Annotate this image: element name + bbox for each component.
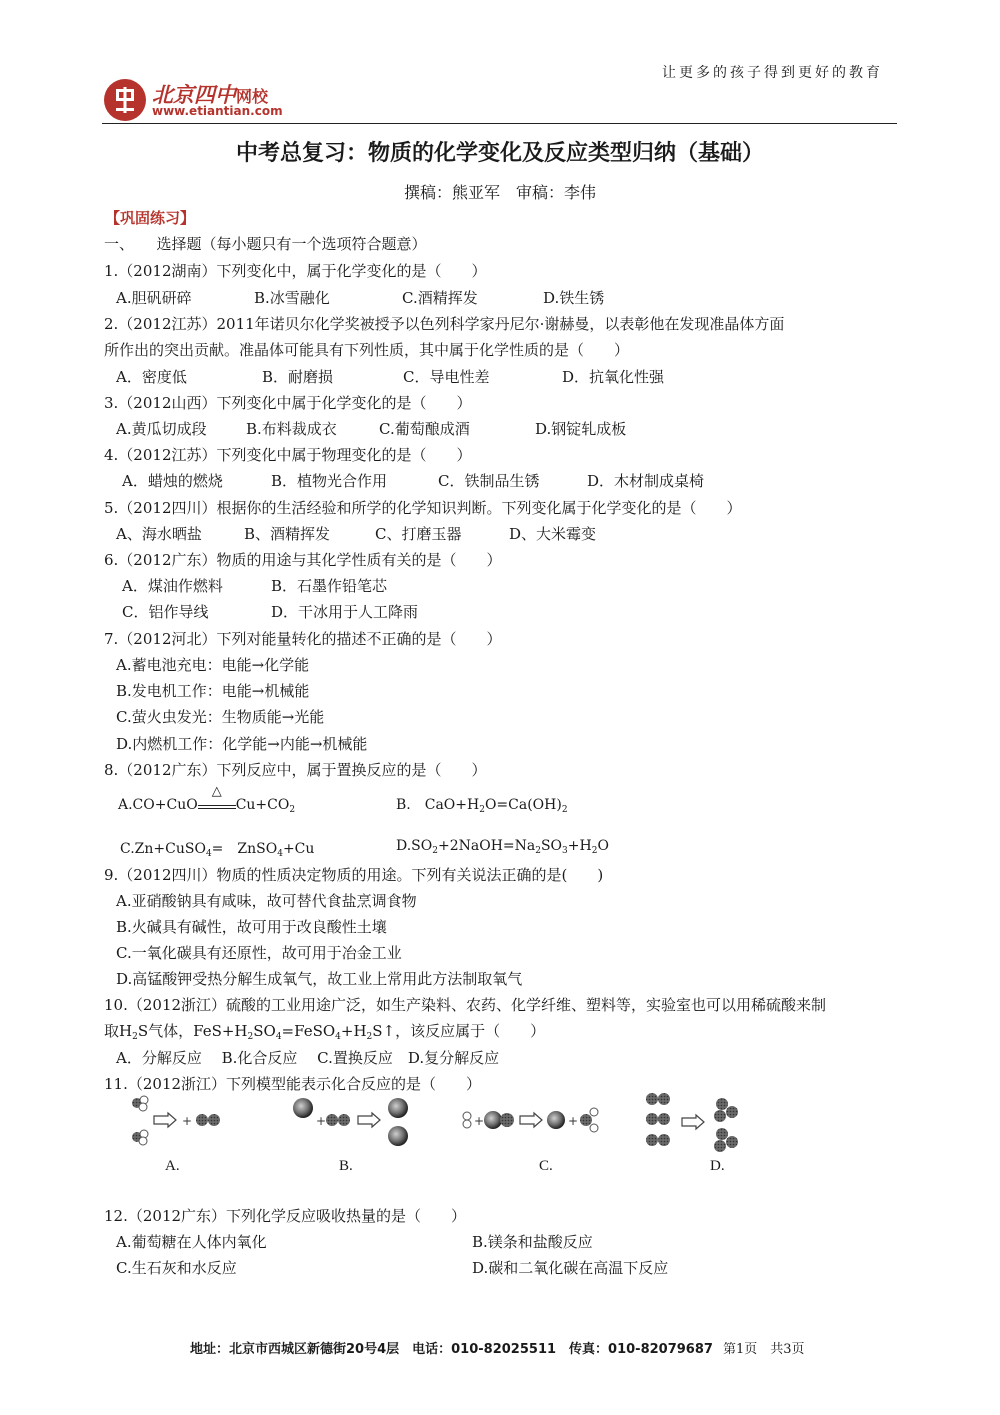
- q9-option-a: A.亚硝酸钠具有咸味，故可替代食盐烹调食物: [116, 892, 417, 910]
- model-label-d: D.: [710, 1158, 725, 1174]
- q2-option-a: A．密度低: [116, 368, 187, 386]
- section-heading: 【巩固练习】: [105, 209, 196, 227]
- q6-option-a: A．煤油作燃料: [122, 577, 223, 595]
- q2-option-b: B．耐磨损: [262, 368, 334, 386]
- q12-option-b: B.镁条和盐酸反应: [472, 1233, 593, 1251]
- q3-option-a: A.黄瓜切成段: [116, 420, 207, 438]
- question-1-stem: 1.（2012湖南）下列变化中，属于化学变化的是（ ）: [104, 262, 487, 280]
- page-number: 第1页 共3页: [722, 1342, 805, 1357]
- model-c: [463, 1108, 598, 1132]
- header-divider: [102, 123, 897, 124]
- heating-condition: △: [198, 794, 236, 809]
- logo-emblem-icon: [104, 79, 146, 121]
- q8-option-d: $D.SO_2+2NaOH=Na_2SO_3+H_2O$: [396, 838, 609, 856]
- q3-option-d: D.钢锭轧成板: [535, 420, 627, 438]
- svg-text:+: +: [316, 1114, 327, 1128]
- model-b: [293, 1098, 408, 1146]
- svg-text:+: +: [474, 1114, 485, 1128]
- question-11-stem: 11.（2012浙江）下列模型能表示化合反应的是（ ）: [104, 1075, 482, 1093]
- authors: 撰稿：熊亚军 审稿：李伟: [403, 183, 596, 202]
- q12-option-c: C.生石灰和水反应: [116, 1259, 237, 1277]
- logo-url: www.etiantian.com: [152, 104, 283, 118]
- q4-option-a: A．蜡烛的燃烧: [122, 472, 223, 490]
- model-a: [132, 1096, 220, 1145]
- q5-option-d: D、大米霉变: [509, 525, 597, 543]
- logo-text: 北京四中网校: [152, 82, 269, 107]
- q4-option-c: C．铁制品生锈: [438, 472, 540, 490]
- q2-option-c: C．导电性差: [403, 368, 490, 386]
- model-d: [646, 1093, 738, 1152]
- school-logo: [104, 79, 146, 121]
- footer-address: 地址：北京市西城区新德街20号4层 电话：010-82025511 传真：010-82079687: [190, 1342, 713, 1357]
- q3-option-b: B.布料裁成衣: [246, 420, 337, 438]
- q7-option-c: C.萤火虫发光：生物质能→光能: [116, 708, 325, 726]
- question-5-stem: 5.（2012四川）根据你的生活经验和所学的化学知识判断。下列变化属于化学变化的是（ ）: [104, 499, 742, 517]
- q4-option-b: B．植物光合作用: [271, 472, 388, 490]
- question-8-stem: 8.（2012广东）下列反应中，属于置换反应的是（ ）: [104, 761, 487, 779]
- q5-option-b: B、酒精挥发: [244, 525, 331, 543]
- q1-option-d: D.铁生锈: [543, 289, 605, 307]
- question-10-stem-cont: 取$H_2S$气体，$FeS+H_2SO_4=FeSO_4+H_2S↑$，该反应属于（ ）: [104, 1022, 546, 1042]
- part-heading: 一、 选择题（每小题只有一个选项符合题意）: [104, 235, 427, 253]
- page-title: 中考总复习：物质的化学变化及反应类型归纳（基础）: [235, 141, 764, 166]
- model-label-b: B.: [339, 1158, 353, 1174]
- model-label-c: C.: [539, 1158, 553, 1174]
- question-12-stem: 12.（2012广东）下列化学反应吸收热量的是（ ）: [104, 1207, 467, 1225]
- q7-option-b: B.发电机工作：电能→机械能: [116, 682, 310, 700]
- question-2-stem: 2.（2012江苏）2011年诺贝尔化学奖被授予以色列科学家丹尼尔·谢赫曼，以表彰他在发现准晶体方面: [104, 315, 785, 333]
- q12-option-d: D.碳和二氧化碳在高温下反应: [472, 1259, 669, 1277]
- q3-option-c: C.葡萄酿成酒: [379, 420, 470, 438]
- q6-option-c: C．铝作导线: [122, 603, 209, 621]
- q7-option-d: D.内燃机工作：化学能→内能→机械能: [116, 735, 368, 753]
- question-7-stem: 7.（2012河北）下列对能量转化的描述不正确的是（ ）: [104, 630, 502, 648]
- q8-option-c: C.Zn+CuSO$_4$= ZnSO$_4$+Cu: [120, 841, 315, 859]
- question-10-stem: 10.（2012浙江）硫酸的工业用途广泛，如生产染料、农药、化学纤维、塑料等，实验室也可以用稀硫酸来制: [104, 996, 827, 1014]
- q9-option-c: C.一氧化碳具有还原性，故可用于冶金工业: [116, 944, 402, 962]
- q6-option-b: B．石墨作铅笔芯: [271, 577, 388, 595]
- page-footer: [190, 1338, 804, 1357]
- question-9-stem: 9.（2012四川）物质的性质决定物质的用途。下列有关说法正确的是( ): [104, 866, 604, 884]
- q6-option-d: D．干冰用于人工降雨: [271, 603, 419, 621]
- q4-option-d: D．木材制成桌椅: [587, 472, 705, 490]
- q10-options: A．分解反应 B.化合反应 C.置换反应 D.复分解反应: [116, 1049, 500, 1067]
- q9-option-b: B.火碱具有碱性，故可用于改良酸性土壤: [116, 918, 387, 936]
- question-3-stem: 3.（2012山西）下列变化中属于化学变化的是（ ）: [104, 394, 472, 412]
- header-slogan: 让更多的孩子得到更好的教育: [662, 65, 883, 81]
- svg-text:+: +: [568, 1114, 579, 1128]
- question-2-stem-cont: 所作出的突出贡献。准晶体可能具有下列性质，其中属于化学性质的是（ ）: [104, 341, 630, 359]
- q8-option-b: B. $CaO+H_2O=Ca(OH)_2$: [396, 797, 568, 815]
- model-label-a: A.: [165, 1158, 180, 1174]
- q2-option-d: D．抗氧化性强: [562, 368, 665, 386]
- svg-text:+: +: [182, 1114, 193, 1128]
- q7-option-a: A.蓄电池充电：电能→化学能: [116, 656, 310, 674]
- q1-option-b: B.冰雪融化: [254, 289, 330, 307]
- q8-option-a: A.CO+CuO △ $Cu+CO_2$: [118, 784, 296, 815]
- q1-option-c: C.酒精挥发: [402, 289, 478, 307]
- question-4-stem: 4.（2012江苏）下列变化中属于物理变化的是（ ）: [104, 446, 472, 464]
- q9-option-d: D.高锰酸钾受热分解生成氧气，故工业上常用此方法制取氧气: [116, 970, 523, 988]
- q1-option-a: A.胆矾研碎: [116, 289, 192, 307]
- question-6-stem: 6.（2012广东）物质的用途与其化学性质有关的是（ ）: [104, 551, 502, 569]
- q12-option-a: A.葡萄糖在人体内氧化: [116, 1233, 267, 1251]
- q11-molecule-models: [120, 1092, 760, 1162]
- q5-option-a: A、海水晒盐: [116, 525, 202, 543]
- q5-option-c: C、打磨玉器: [375, 525, 462, 543]
